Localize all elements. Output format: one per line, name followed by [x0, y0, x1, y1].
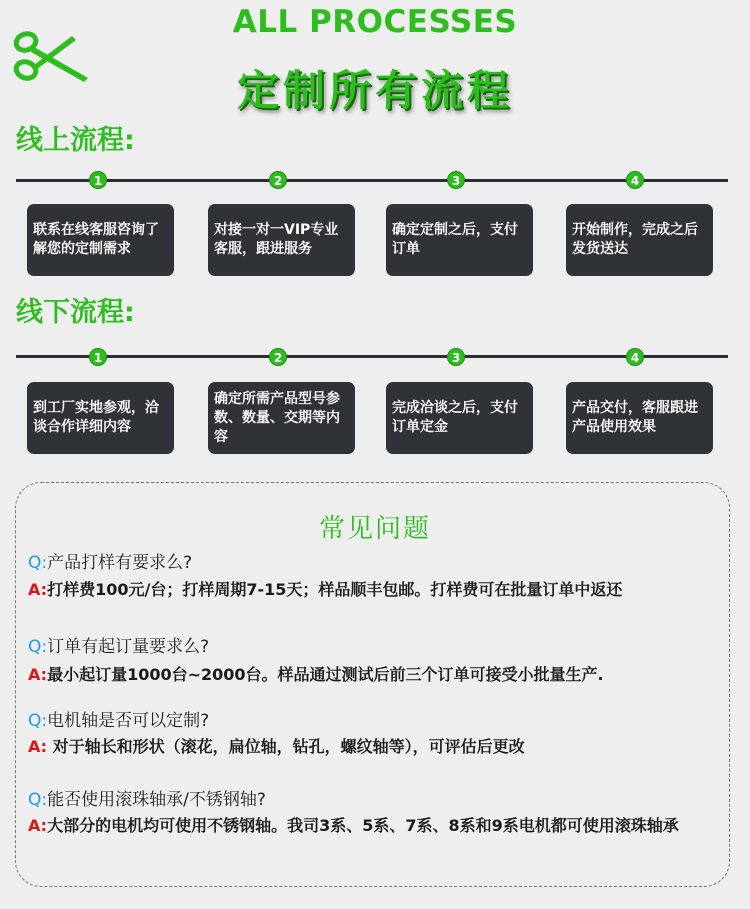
faq-question-4: [28, 790, 266, 810]
title-english: ALL PROCESSES: [232, 4, 518, 40]
answer-text: 对于轴长和形状（滚花，扁位轴，钻孔，螺纹轴等），可评估后更改: [47, 737, 525, 756]
question-prefix: Q:: [28, 711, 48, 731]
question-text: 能否使用滚珠轴承/不锈钢轴?: [47, 790, 266, 810]
question-text: 产品打样有要求么?: [47, 553, 193, 573]
offline-step-1-box: 到工厂实地参观，洽谈合作详细内容: [27, 382, 174, 454]
faq-title: 常见问题: [318, 514, 431, 544]
offline-step-2-number: 2: [269, 348, 287, 366]
answer-prefix: A:: [28, 580, 48, 599]
offline-step-1-number: 1: [89, 348, 107, 366]
offline-timeline: [16, 355, 728, 358]
online-step-3-number: 3: [447, 171, 465, 189]
faq-question-1: [28, 553, 192, 573]
answer-text: 打样费100元/台；打样周期7-15天；样品顺丰包邮。打样费可在批量订单中返还: [47, 580, 623, 599]
offline-step-3-number: 3: [447, 348, 465, 366]
online-step-1-number: 1: [89, 171, 107, 189]
faq-question-3: [28, 711, 209, 731]
question-prefix: Q:: [28, 790, 48, 810]
faq-answer-2: [28, 665, 728, 685]
answer-prefix: A:: [28, 737, 48, 756]
offline-step-3-box: 完成洽谈之后，支付订单定金: [386, 382, 533, 454]
faq-answer-4: [28, 816, 728, 836]
faq-question-2: [28, 637, 209, 657]
offline-step-2-box: 确定所需产品型号参数、数量、交期等内容: [208, 382, 355, 454]
question-prefix: Q:: [28, 553, 48, 573]
online-step-4-number: 4: [626, 171, 644, 189]
online-timeline: [16, 179, 728, 182]
online-step-2-number: 2: [269, 171, 287, 189]
title-chinese: 定制所有流程: [236, 66, 513, 115]
online-step-2-box: 对接一对一VIP专业客服，跟进服务: [208, 204, 355, 276]
answer-text: 大部分的电机均可使用不锈钢轴。我司3系、5系、7系、8系和9系电机都可使用滚珠轴承: [47, 816, 679, 835]
answer-prefix: A:: [28, 665, 48, 684]
offline-process-heading: 线下流程:: [16, 297, 135, 328]
online-step-1-box: 联系在线客服咨询了解您的定制需求: [27, 204, 174, 276]
faq-answer-3: [28, 737, 728, 757]
faq-answer-1: [28, 580, 728, 600]
online-step-4-box: 开始制作，完成之后发货送达: [566, 204, 713, 276]
answer-prefix: A:: [28, 816, 48, 835]
answer-text: 最小起订量1000台~2000台。样品通过测试后前三个订单可接受小批量生产.: [47, 665, 604, 684]
offline-step-4-box: 产品交付，客服跟进产品使用效果: [566, 382, 713, 454]
offline-step-4-number: 4: [626, 348, 644, 366]
question-prefix: Q:: [28, 637, 48, 657]
online-process-heading: 线上流程:: [16, 125, 135, 156]
question-text: 订单有起订量要求么?: [47, 637, 210, 657]
online-step-3-box: 确定定制之后，支付订单: [386, 204, 533, 276]
question-text: 电机轴是否可以定制?: [47, 711, 210, 731]
